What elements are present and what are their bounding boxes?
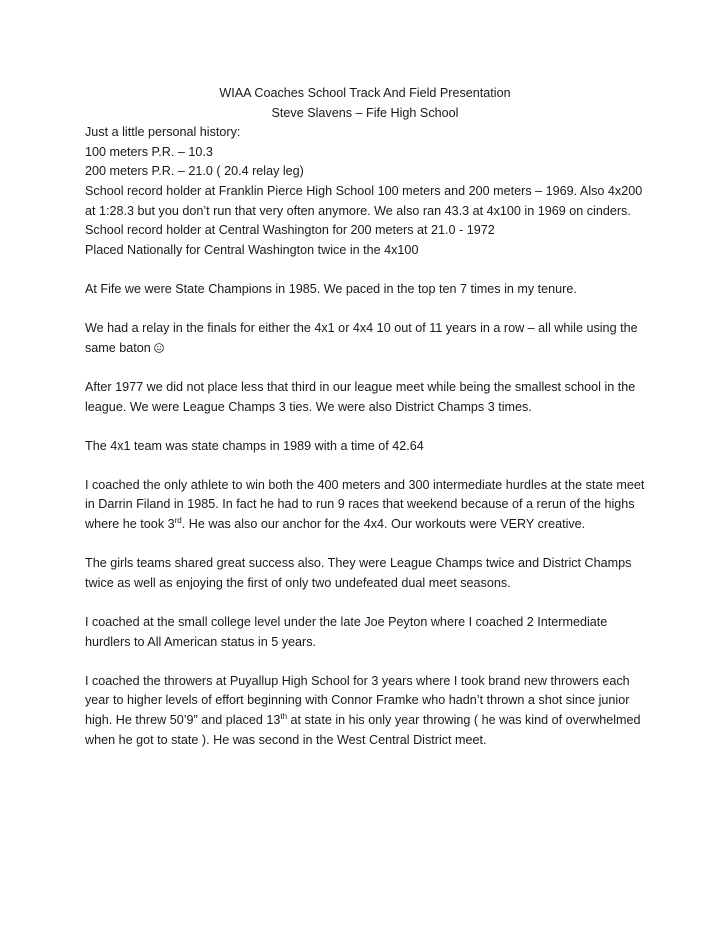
- relay-finals-paragraph: [85, 319, 645, 358]
- small-college-paragraph: I coached at the small college level under the late Joe Peyton where I coached 2 Intermediate hurdlers to All American status in 5 years.: [85, 615, 608, 649]
- filand-text-2: . He was also our anchor for the 4x4. Our workouts were VERY creative.: [181, 517, 586, 532]
- national-placement: Placed Nationally for Central Washington twice in the 4x100: [85, 242, 419, 257]
- filand-superscript: rd: [174, 515, 182, 525]
- relay-finals-text: We had a relay in the finals for either the 4x1 or 4x4 10 out of 11 years in a row – all while using the same baton: [85, 321, 638, 355]
- document-subtitle: Steve Slavens – Fife High School: [271, 105, 459, 120]
- franklin-pierce-record: School record holder at Franklin Pierce High School 100 meters and 200 meters – 1969. Also 4x200 at 1:28.3 but you don’t run that very often anymore. We also ran 43.3 at 4x100 in 1969 on cinders.: [85, 183, 643, 218]
- state-4x1-champs: The 4x1 team was state champs in 1989 with a time of 42.64: [85, 438, 424, 453]
- throwers-text-2: at state in his only year throwing ( he was kind of overwhelmed when he got to state ). He was second in the West Central District meet.: [85, 713, 641, 747]
- throwers-superscript: th: [280, 711, 288, 721]
- smiley-icon: [154, 343, 164, 353]
- document-body: [85, 84, 645, 750]
- throwers-text-1: I coached the throwers at Puyallup High School for 3 years where I took brand new throwers each year to higher levels of effort beginning with Connor Framke who hadn’t thrown a shot since junior high. He threw 50’9” and placed 13: [85, 673, 630, 727]
- filand-text-1: I coached the only athlete to win both the 400 meters and 300 intermediate hurdles at the state meet in Darrin Filand in 1985. In fact he had to run 9 races that weekend because of a rerun of the highs where he took 3: [85, 477, 645, 532]
- girls-teams-paragraph: The girls teams shared great success also. They were League Champs twice and District Champs twice as well as enjoying the first of only two undefeated dual meet seasons.: [85, 556, 632, 590]
- document-title: WIAA Coaches School Track And Field Presentation: [219, 86, 511, 100]
- throwers-paragraph: [85, 672, 645, 750]
- pr-100-meters: 100 meters P.R. – 10.3: [85, 144, 213, 159]
- league-placement: After 1977 we did not place less that third in our league meet while being the smallest school in the league. We were League Champs 3 ties. We were also District Champs 3 times.: [85, 379, 636, 414]
- darrin-filand-paragraph: [85, 476, 645, 535]
- fife-state-champions: At Fife we were State Champions in 1985. We paced in the top ten 7 times in my tenure.: [85, 281, 577, 296]
- pr-200-meters: 200 meters P.R. – 21.0 ( 20.4 relay leg): [85, 164, 304, 179]
- history-intro: Just a little personal history:: [85, 125, 241, 140]
- central-washington-record: School record holder at Central Washington for 200 meters at 21.0 - 1972: [85, 223, 495, 238]
